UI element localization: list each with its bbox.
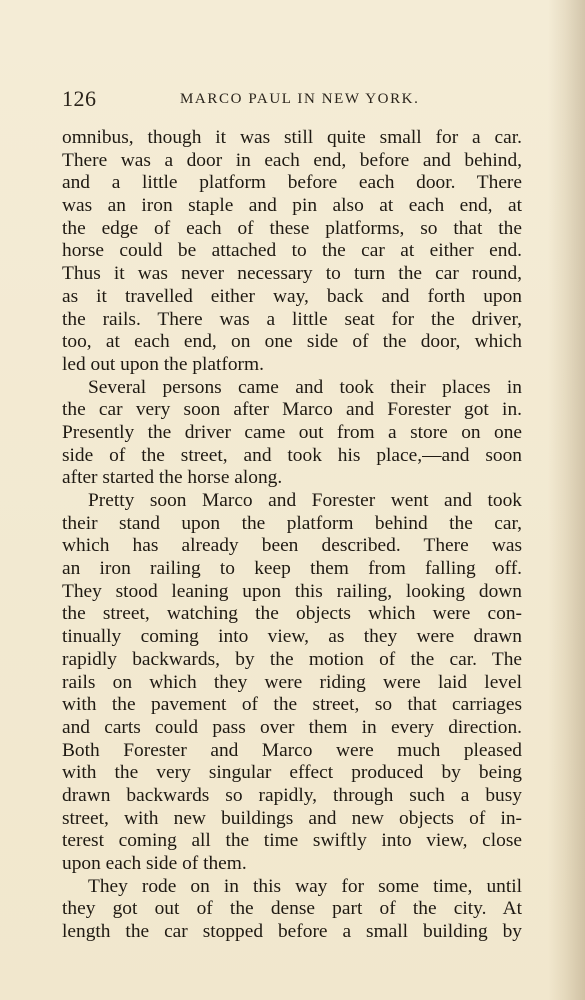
text-line: their stand upon the platform behind the car, (62, 512, 522, 534)
text-line: horse could be attached to the car at either end. (62, 240, 522, 262)
text-line: with the pavement of the street, so that carriages (62, 694, 522, 716)
text-line: was an iron staple and pin also at each end, at (62, 195, 522, 217)
text-line: led out upon the platform. (62, 353, 264, 375)
text-line: the edge of each of these platforms, so that the (62, 217, 522, 239)
text-line: with the very singular effect produced by being (62, 762, 522, 784)
text-line: and a little platform before each door. There (62, 172, 522, 194)
text-line: terest coming all the time swiftly into view, close (62, 830, 522, 852)
text-line: the car very soon after Marco and Forester got in. (62, 399, 522, 421)
text-line: omnibus, though it was still quite small for a car. (62, 127, 522, 148)
text-line: tinually coming into view, as they were drawn (62, 626, 522, 648)
text-line: rapidly backwards, by the motion of the car. The (62, 648, 522, 670)
text-line: Thus it was never necessary to turn the car round, (62, 263, 522, 285)
text-line: they got out of the dense part of the city. At (62, 898, 522, 920)
text-line: Both Forester and Marco were much pleased (62, 739, 522, 761)
text-line: which has already been described. There was (62, 535, 522, 557)
body-text (62, 127, 522, 944)
text-line: an iron railing to keep them from falling off. (62, 558, 522, 580)
text-line: Pretty soon Marco and Forester went and took (88, 490, 522, 511)
text-line: They stood leaning upon this railing, looking down (62, 580, 522, 602)
text-line: They rode on in this way for some time, until (88, 875, 522, 897)
text-line: There was a door in each end, before and behind, (62, 149, 522, 171)
running-title: MARCO PAUL IN NEW YORK. (180, 91, 420, 107)
running-head (62, 86, 524, 112)
page-number: 126 (62, 86, 97, 111)
text-line: too, at each end, on one side of the door, which (62, 331, 522, 353)
text-line: Presently the driver came out from a store on one (62, 421, 522, 443)
text-line: drawn backwards so rapidly, through such a busy (62, 784, 522, 806)
text-line: as it travelled either way, back and forth upon (62, 285, 522, 307)
text-line: after started the horse along. (62, 467, 283, 489)
text-line: side of the street, and took his place,—and soon (62, 444, 522, 466)
text-line: length the car stopped before a small building by (62, 921, 522, 943)
text-line: the street, watching the objects which were con- (62, 603, 522, 625)
text-line: rails on which they were riding were laid level (62, 671, 522, 693)
text-line: upon each side of them. (62, 853, 247, 874)
text-line: street, with new buildings and new objects of in- (62, 807, 522, 829)
text-line: Several persons came and took their places in (88, 376, 522, 398)
text-line: the rails. There was a little seat for the driver, (62, 308, 522, 330)
text-line: and carts could pass over them in every direction. (62, 716, 522, 738)
